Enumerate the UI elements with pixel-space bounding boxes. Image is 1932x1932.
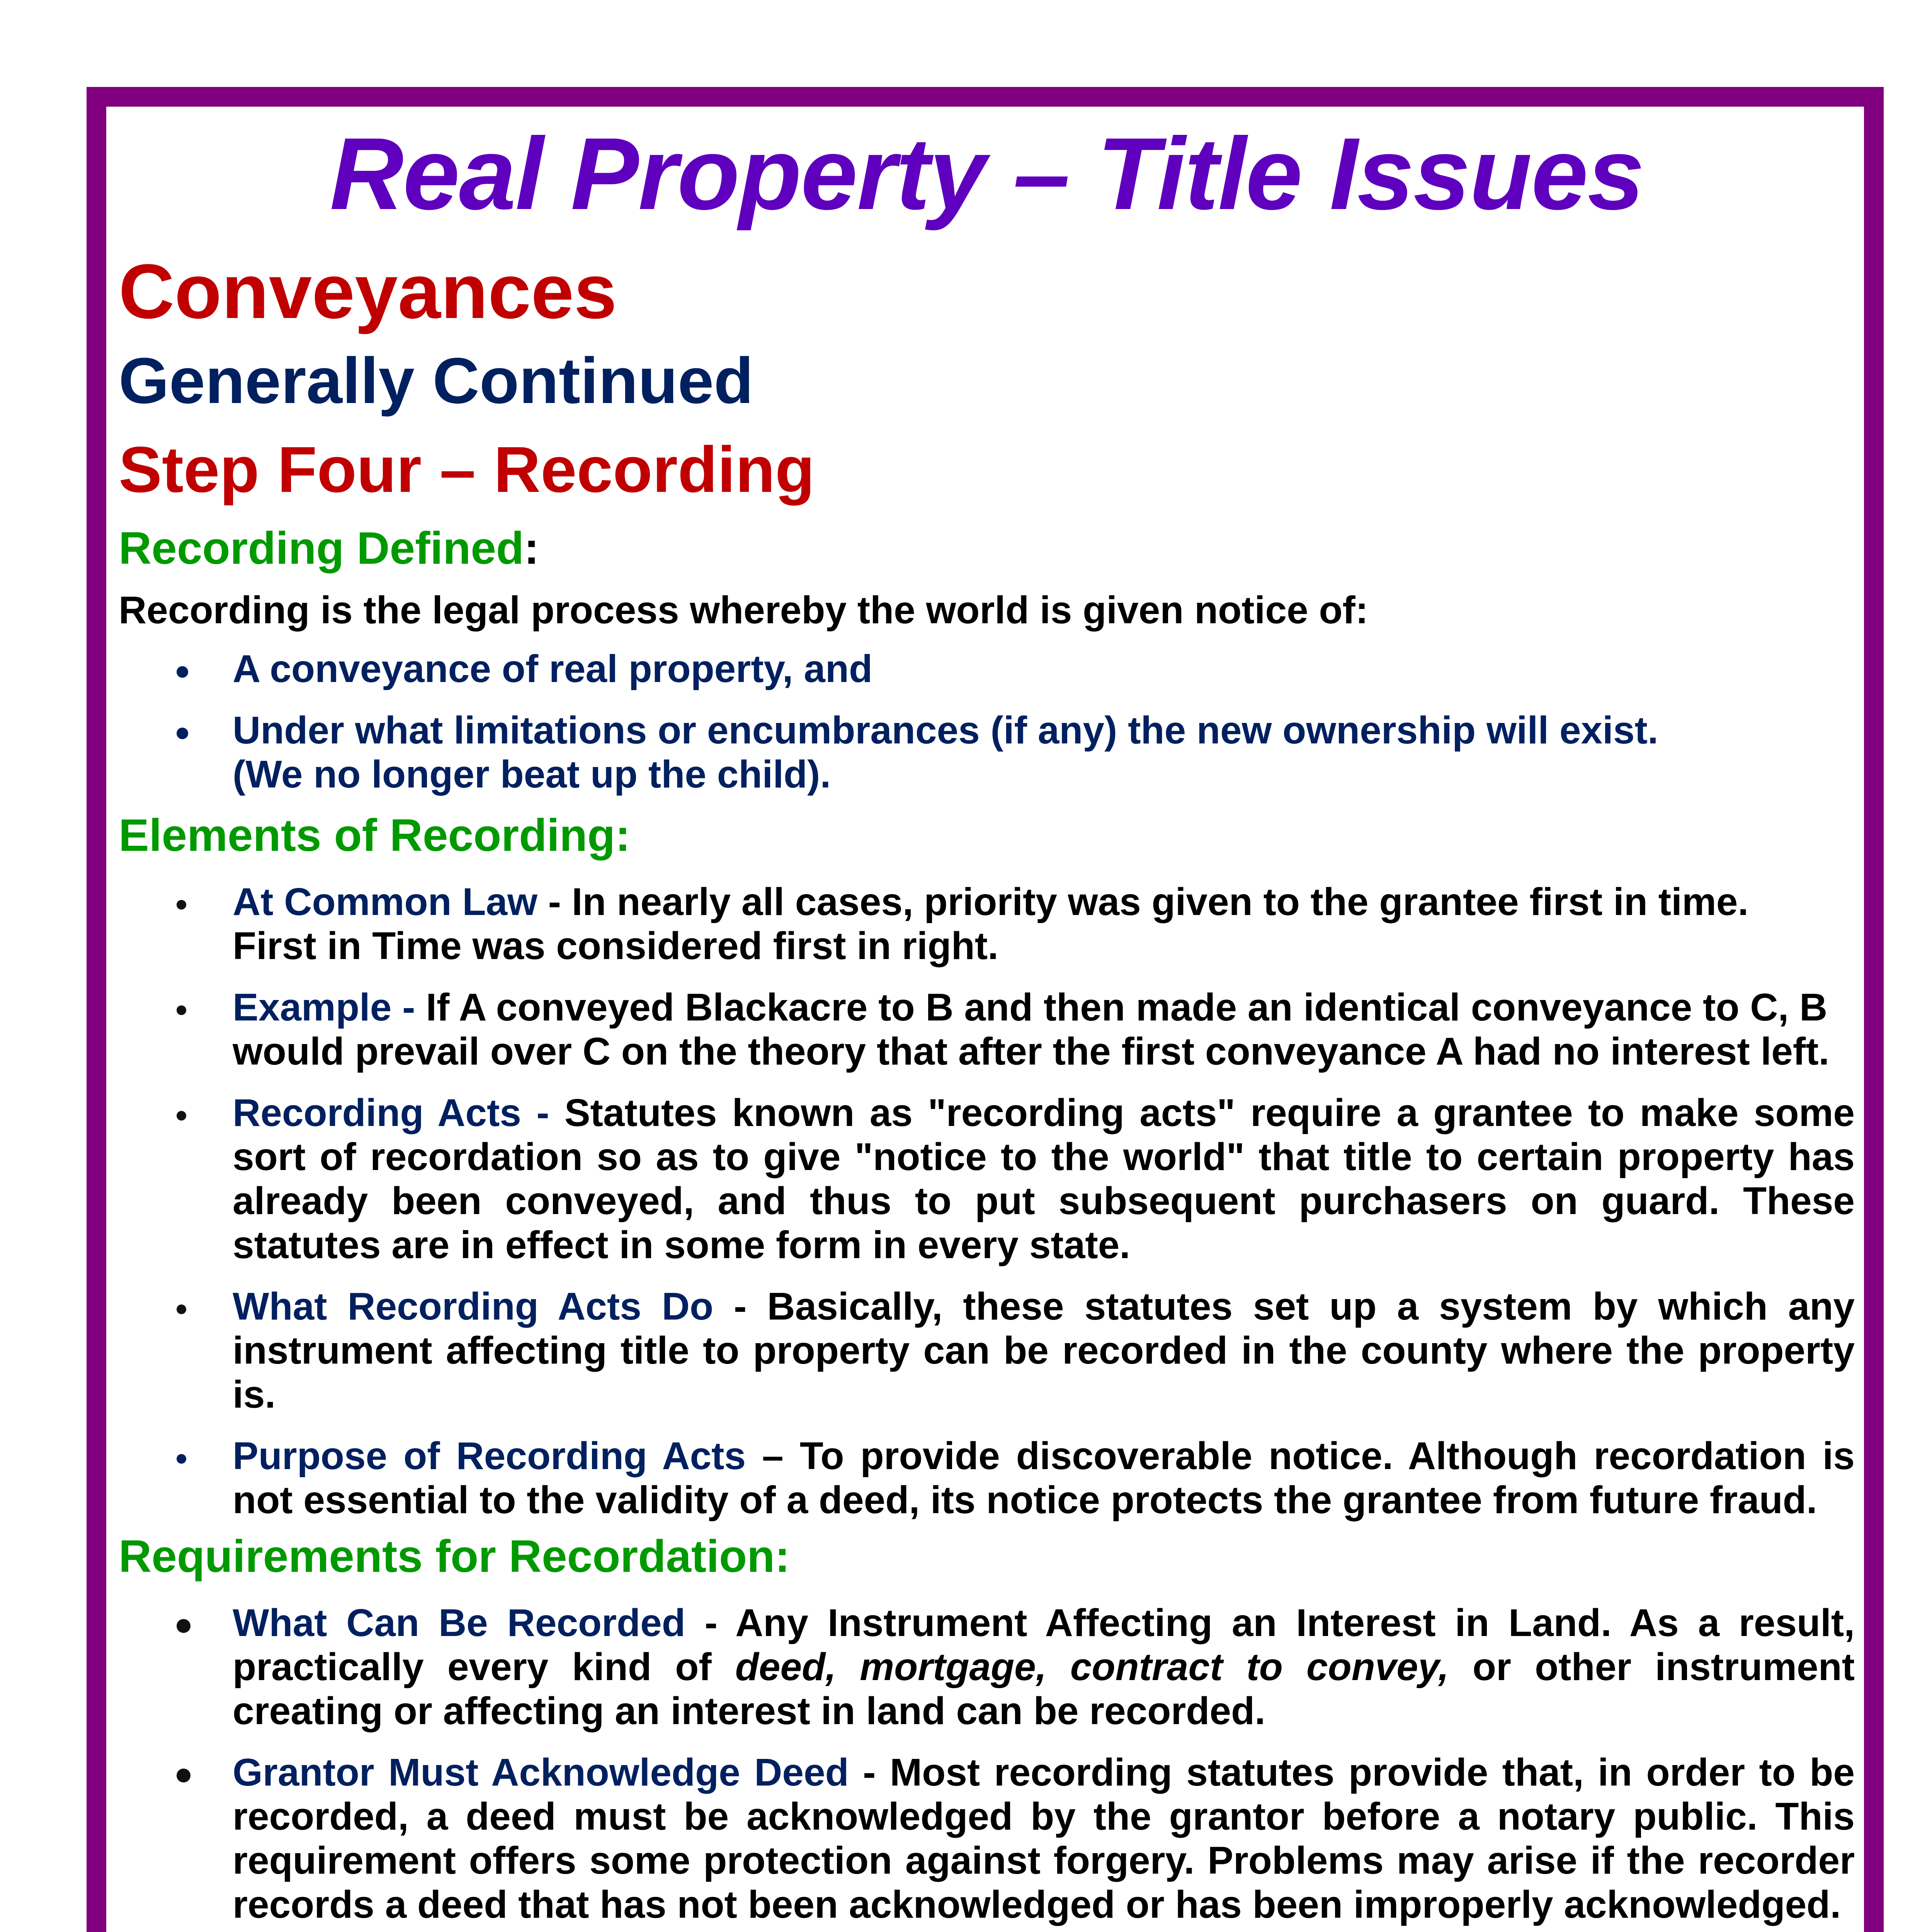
- item-text: Under what limitations or encumbrances (if any) the new ownership will exist.: [233, 709, 1658, 752]
- heading-colon: :: [524, 523, 539, 574]
- item-separator: -: [849, 1751, 890, 1794]
- bullet-icon: [177, 1601, 190, 1645]
- item-text: Any Instrument Affecting an Interest in Land. As a result, practically every kind of: [233, 1601, 1855, 1689]
- recording-definition: Recording is the legal process whereby the world is given notice of:: [119, 588, 1369, 632]
- bullet-icon: [177, 1750, 190, 1794]
- item-term: What Recording Acts Do: [233, 1285, 714, 1328]
- list-item: [119, 708, 1855, 796]
- list-item: [119, 1284, 1855, 1417]
- bullet-icon: [177, 708, 188, 752]
- requirements-heading: Requirements for Recordation:: [119, 1531, 790, 1582]
- item-separator: -: [521, 1091, 565, 1134]
- item-text: Most recording statutes provide that, in order to be recorded, a deed must be acknowledged by the grantor before a notary public. This requirement offers some protection against forgery. Problems may arise if the recorder records a deed that has not been acknowledged or has been improperly acknowledged.: [233, 1751, 1855, 1926]
- item-term: Purpose of Recording Acts: [233, 1434, 746, 1478]
- section-heading: Conveyances: [119, 248, 617, 335]
- list-item: [119, 985, 1855, 1073]
- list-item: [119, 1601, 1855, 1733]
- list-item: [119, 1434, 1855, 1522]
- item-text-continued: (We no longer beat up the child).: [233, 753, 831, 796]
- recording-defined-list: [119, 647, 1855, 796]
- step-heading: Step Four – Recording: [119, 433, 815, 506]
- item-separator: -: [537, 880, 572, 923]
- item-text: In nearly all cases, priority was given to the grantee first in time.: [571, 880, 1749, 923]
- item-separator: -: [391, 986, 426, 1029]
- bullet-icon: [177, 1091, 186, 1135]
- item-separator: -: [713, 1285, 767, 1328]
- item-text: Statutes known as "recording acts" require a grantee to make some sort of recordation so as to give "notice to the world" that title to certain property has already been conveyed, and thus to put subsequent purchasers on guard. These statutes are in effect in some form in every state.: [233, 1091, 1855, 1267]
- item-text: If A conveyed Blackacre to B and then made an identical conveyance to C, B would prevail over C on the theory that after the first conveyance A had no interest left.: [233, 986, 1830, 1073]
- requirements-list: [119, 1601, 1855, 1932]
- recording-defined-heading-text: Recording Defined: [119, 523, 524, 574]
- elements-list: [119, 880, 1855, 1522]
- bullet-icon: [177, 1284, 186, 1328]
- item-text-italic: deed, mortgage, contract to convey,: [735, 1645, 1449, 1689]
- item-text: Basically, these statutes set up a system by which any instrument affecting title to property can be recorded in the county where the property is.: [233, 1285, 1855, 1416]
- item-term: Example: [233, 986, 392, 1029]
- elements-heading: Elements of Recording:: [119, 810, 631, 861]
- item-text: To provide discoverable notice. Although recordation is not essential to the validity of a deed, its notice protects the grantee from future fraud.: [233, 1434, 1855, 1522]
- recording-defined-heading: [119, 519, 1855, 577]
- item-separator: -: [685, 1601, 736, 1645]
- subsection-heading: Generally Continued: [119, 344, 753, 417]
- item-text: A conveyance of real property, and: [233, 647, 873, 690]
- item-term: Grantor Must Acknowledge Deed: [233, 1751, 849, 1794]
- list-item: [119, 880, 1855, 968]
- list-item: [119, 1091, 1855, 1267]
- list-item: [119, 1750, 1855, 1927]
- list-item: [119, 647, 1855, 691]
- item-term: What Can Be Recorded: [233, 1601, 685, 1645]
- item-text-end: or other instrument creating or affecting an interest in land can be recorded.: [233, 1645, 1855, 1733]
- item-term: Recording Acts: [233, 1091, 521, 1134]
- document-body: [119, 116, 1855, 1932]
- bullet-icon: [177, 880, 186, 924]
- item-text-continued: First in Time was considered first in right.: [233, 924, 998, 968]
- bullet-icon: [177, 985, 186, 1029]
- page-title: Real Property – Title Issues: [330, 117, 1644, 231]
- bullet-icon: [177, 647, 188, 691]
- bullet-icon: [177, 1434, 186, 1478]
- item-separator: –: [746, 1434, 800, 1478]
- item-term: At Common Law: [233, 880, 537, 923]
